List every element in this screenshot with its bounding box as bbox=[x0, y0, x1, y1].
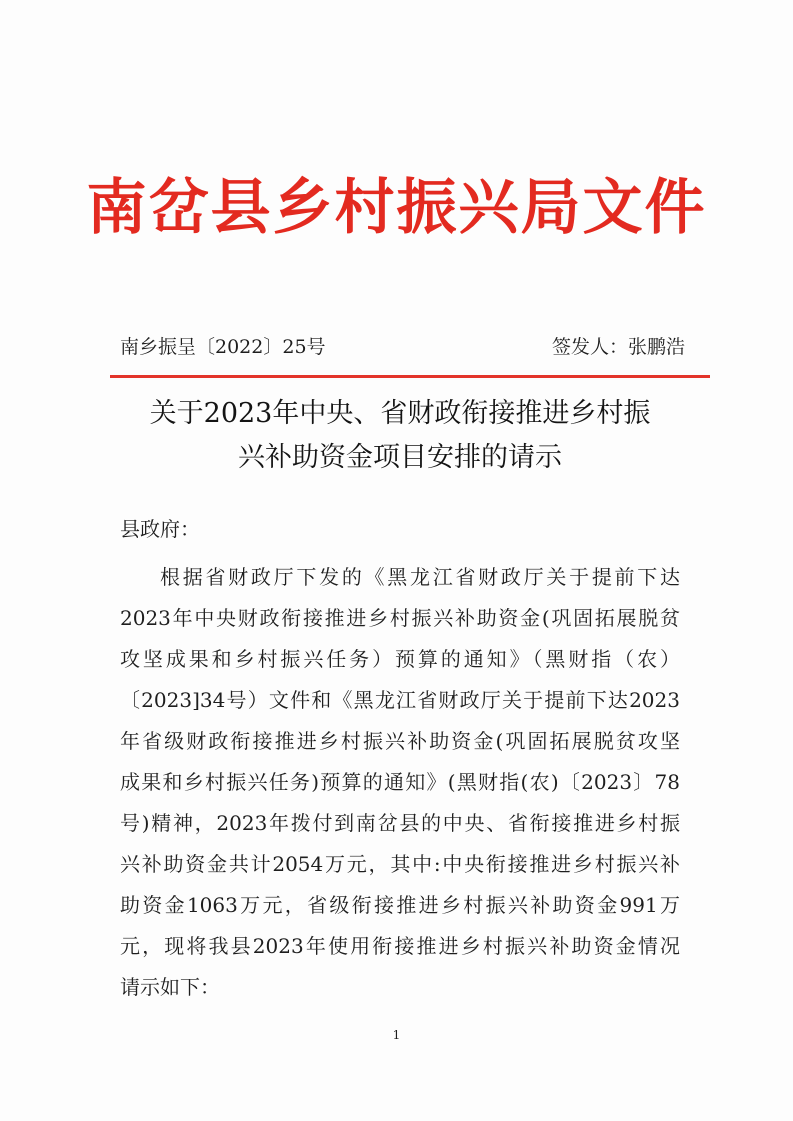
red-divider-line bbox=[110, 375, 710, 378]
body-line: 号)精神，2023年拨付到南岔县的中央、省衔接推进乡村振 bbox=[120, 811, 680, 835]
document-title bbox=[100, 392, 700, 480]
body-line: 年省级财政衔接推进乡村振兴补助资金(巩固拓展脱贫攻坚 bbox=[120, 729, 680, 753]
document-title-line: 兴补助资金项目安排的请示 bbox=[238, 442, 562, 473]
body-line: 2023年中央财政衔接推进乡村振兴补助资金(巩固拓展脱贫 bbox=[120, 606, 680, 630]
body-line: 攻坚成果和乡村振兴任务）预算的通知》（黑财指（农） bbox=[120, 647, 680, 671]
body-paragraph bbox=[120, 557, 680, 1008]
body-line: 成果和乡村振兴任务)预算的通知》(黑财指(农)〔2023〕78 bbox=[120, 770, 680, 794]
body-line: 请示如下： bbox=[120, 975, 220, 999]
document-title-line: 关于2023年中央、省财政衔接推进乡村振 bbox=[149, 398, 651, 429]
salutation: 县政府： bbox=[120, 517, 200, 541]
body-line: 兴补助资金共计2054万元，其中:中央衔接推进乡村振兴补 bbox=[120, 852, 680, 876]
issuing-agency-header: 南岔县乡村振兴局文件 bbox=[86, 173, 707, 243]
body-line: 助资金1063万元，省级衔接推进乡村振兴补助资金991万 bbox=[120, 893, 680, 917]
document-meta-row bbox=[120, 332, 685, 362]
body-line: 根据省财政厅下发的《黑龙江省财政厅关于提前下达 bbox=[160, 565, 680, 589]
body-line: 元，现将我县2023年使用衔接推进乡村振兴补助资金情况 bbox=[120, 934, 680, 958]
document-number: 南乡振呈〔2022〕25号 bbox=[120, 336, 326, 358]
signer: 签发人：张鹏浩 bbox=[551, 336, 685, 358]
page-number: 1 bbox=[392, 1028, 401, 1042]
body-line: 〔2023]34号）文件和《黑龙江省财政厅关于提前下达2023 bbox=[120, 688, 680, 712]
